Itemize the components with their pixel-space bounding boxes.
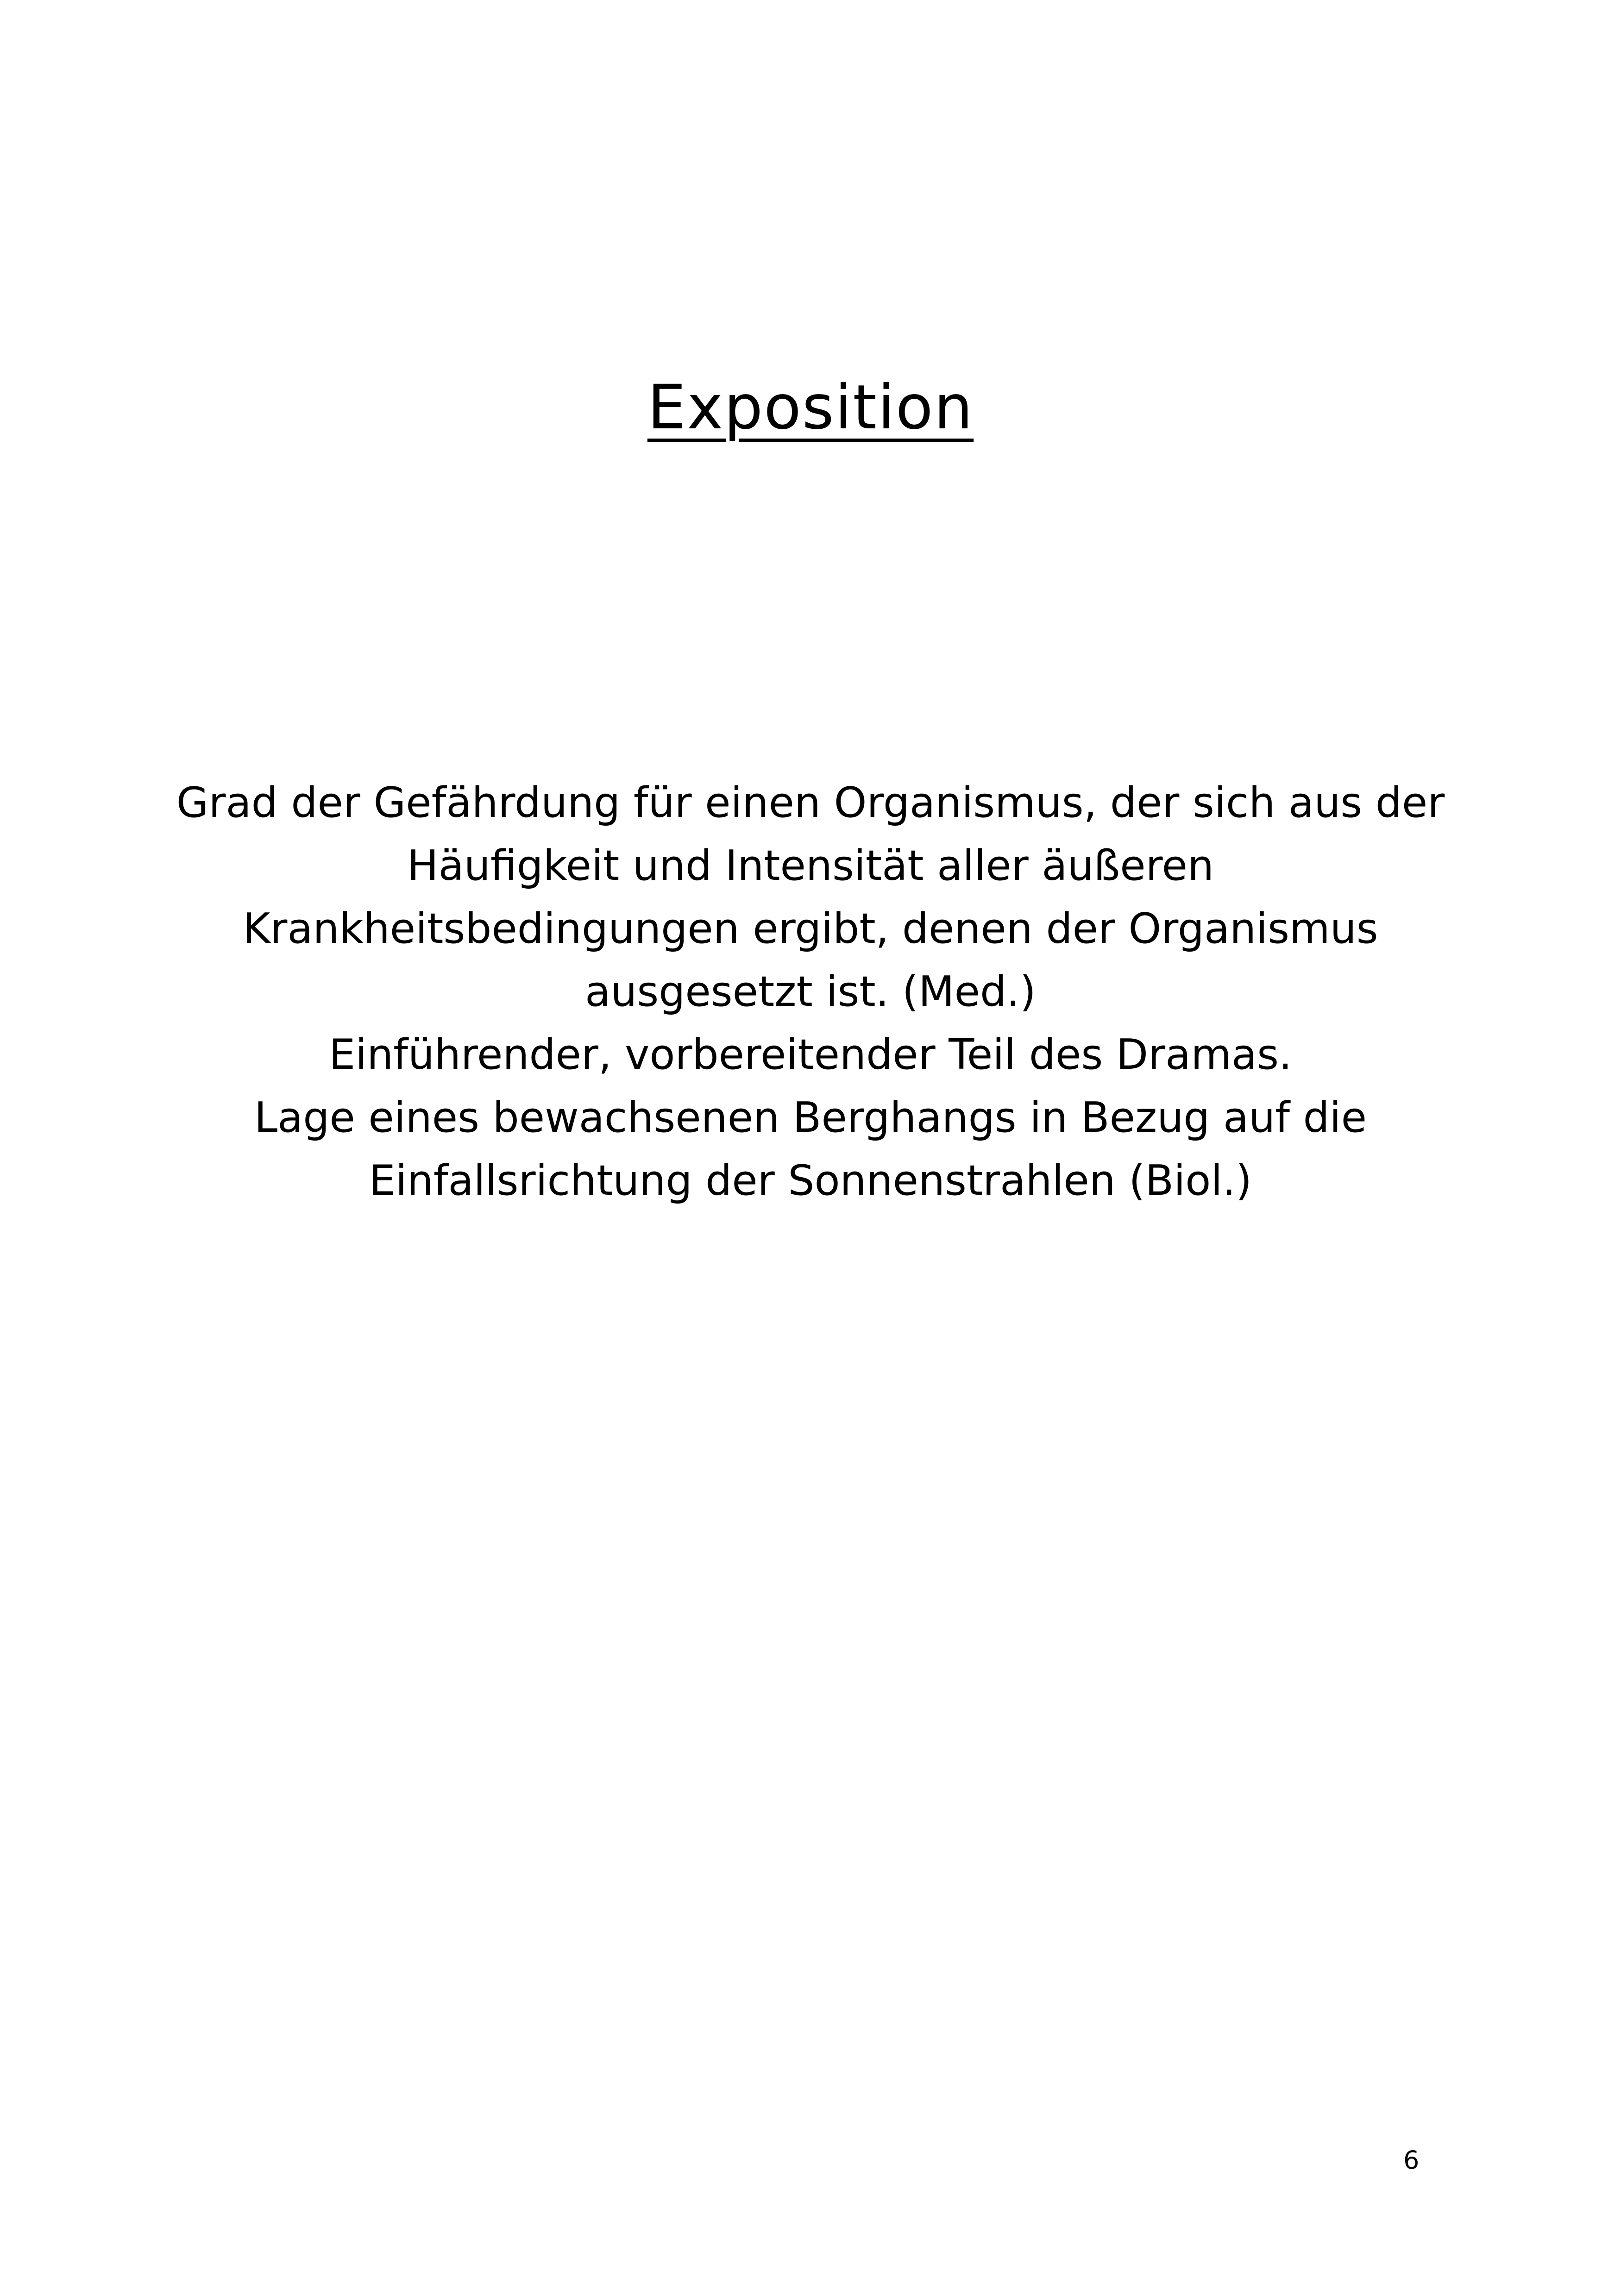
definition-line: Krankheitsbedingungen ergibt, denen der Organismus [243,904,1378,953]
definition-line: ausgesetzt ist. (Med.) [585,967,1036,1016]
definition-text [162,772,1459,1212]
definition-line: Grad der Gefährdung für einen Organismus, der sich aus der [176,778,1445,827]
definition-line: Lage eines bewachsenen Berghangs in Bezug auf die [254,1093,1367,1142]
page-number: 6 [1403,2145,1420,2175]
definition-line: Einführender, vorbereitender Teil des Dramas. [329,1030,1292,1079]
definition-line: Einfallsrichtung der Sonnenstrahlen (Biol.) [369,1156,1252,1205]
definition-line: Häufigkeit und Intensität aller äußeren [407,841,1214,890]
page-title: Exposition [647,372,974,443]
